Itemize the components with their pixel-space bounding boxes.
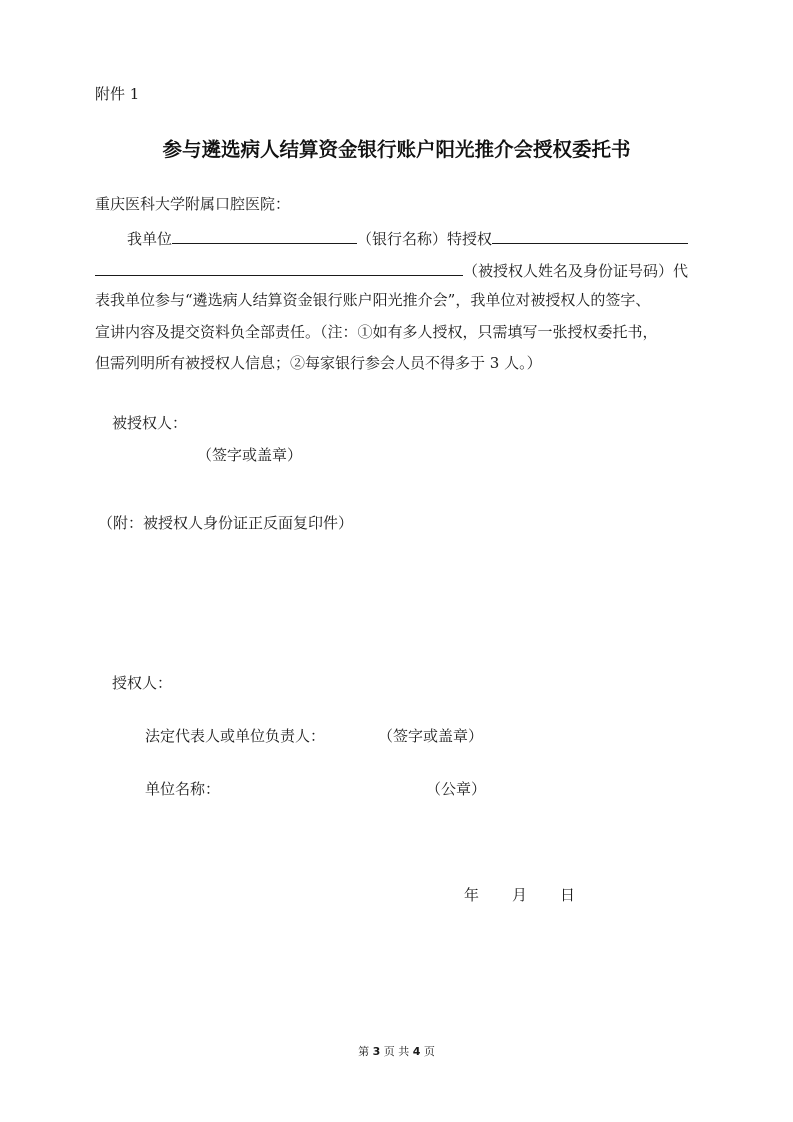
page-footer [0,1045,793,1059]
body-line-5: 但需列明所有被授权人信息；②每家银行参会人员不得多于 3 人。） [95,354,542,372]
date-day: 日 [560,886,576,904]
addressee: 重庆医科大学附属口腔医院： [95,195,291,213]
unit-name-label: 单位名称： [145,780,221,798]
unit-seal-note: （公章） [426,780,487,798]
legal-rep-label: 法定代表人或单位负责人： [145,727,326,745]
footer-total-pages: 4 [412,1045,421,1058]
footer-middle: 页 共 [383,1045,410,1058]
bank-name-blank [172,227,357,244]
legal-rep-sign-note: （签字或盖章） [378,727,484,745]
footer-prefix: 第 [358,1045,370,1058]
body-line-1-middle: （银行名称）特授权 [357,230,493,248]
date-month: 月 [512,886,528,904]
body-line-2-suffix: （被授权人姓名及身份证号码）代 [463,262,689,280]
authorized-person-label: 被授权人： [112,414,188,432]
date-year: 年 [464,886,480,904]
body-line-4: 宣讲内容及提交资料负全部责任。（注：①如有多人授权，只需填写一张授权委托书， [95,323,658,341]
attachment-label: 附件 1 [95,85,140,103]
id-number-blank [95,259,463,276]
authorized-name-blank [492,227,688,244]
authorized-person-sign-note: （签字或盖章） [197,446,303,464]
body-line-1 [127,227,688,249]
footer-current-page: 3 [372,1045,381,1058]
document-title: 参与遴选病人结算资金银行账户阳光推介会授权委托书 [162,138,631,161]
footer-suffix: 页 [423,1045,435,1058]
body-line-1-prefix: 我单位 [127,230,173,248]
attachment-note: （附：被授权人身份证正反面复印件） [98,514,354,532]
body-line-2 [95,259,688,281]
body-line-3: 表我单位参与“遴选病人结算资金银行账户阳光推介会”，我单位对被授权人的签字、 [95,291,651,309]
authorizer-label: 授权人： [112,674,173,692]
